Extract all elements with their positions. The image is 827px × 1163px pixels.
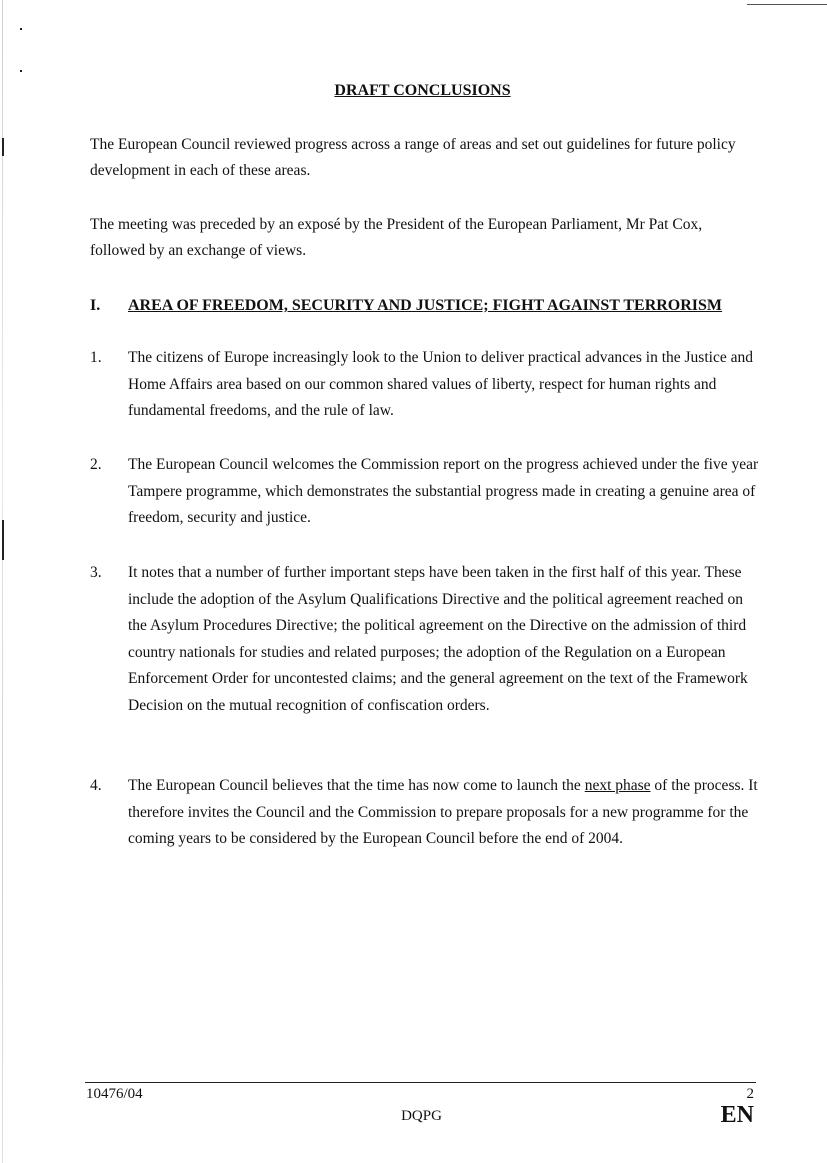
section-number: I. (90, 297, 101, 314)
scan-edge-artifact (2, 0, 3, 1163)
item-number: 2. (90, 456, 102, 473)
document-title: DRAFT CONCLUSIONS (334, 82, 511, 99)
footer-language: EN (720, 1102, 754, 1128)
item-text-part: of the process. It therefore invites the Council and the Commission to prepare proposals for a new programme for the coming years to be considered by the European Council before the end of 2004. (128, 777, 758, 847)
item-text-underlined: next phase (584, 777, 651, 794)
scan-mark (2, 520, 4, 560)
item-text: The European Council welcomes the Commission report on the progress achieved under the five year Tampere programme, which demonstrates the substantial progress made in creating a genuine area of freedom, security and justice. (128, 456, 759, 526)
item-text-part: The European Council believes that the time has now come to launch the (128, 777, 585, 794)
item-text (128, 773, 760, 853)
scan-mark (2, 138, 4, 156)
footer-document-code: 10476/04 (86, 1086, 143, 1102)
item-number: 4. (90, 777, 102, 794)
intro-paragraph: The European Council reviewed progress across a range of areas and set out guidelines for future policy development in each of these areas. (90, 136, 736, 179)
section-title: AREA OF FREEDOM, SECURITY AND JUSTICE; FIGHT AGAINST TERRORISM (128, 297, 723, 314)
intro-paragraph: The meeting was preceded by an exposé by the President of the European Parliament, Mr Pat Cox, followed by an exchange of views. (90, 216, 703, 259)
footer-page-number: 2 (746, 1086, 754, 1102)
item-number: 3. (90, 564, 102, 581)
scan-mark (20, 70, 22, 72)
scan-mark (20, 28, 22, 30)
item-text: The citizens of Europe increasingly look to the Union to deliver practical advances in the Justice and Home Affairs area based on our common shared values of liberty, respect for human rights and fundamental freedoms, and the rule of law. (128, 349, 753, 419)
item-text: It notes that a number of further important steps have been taken in the first half of this year. These include the adoption of the Asylum Qualifications Directive and the political agreement reached on the Asylum Procedures Directive; the political agreement on the Directive on the admission of third country nationals for studies and related purposes; the adoption of the Regulation on a European Enforcement Order for uncontested claims; and the general agreement on the text of the Framework Decision on the mutual recognition of confiscation orders. (128, 564, 748, 714)
footer-department: DQPG (401, 1108, 442, 1124)
top-right-rule (747, 4, 827, 5)
item-number: 1. (90, 349, 102, 366)
footer-rule (85, 1082, 756, 1083)
